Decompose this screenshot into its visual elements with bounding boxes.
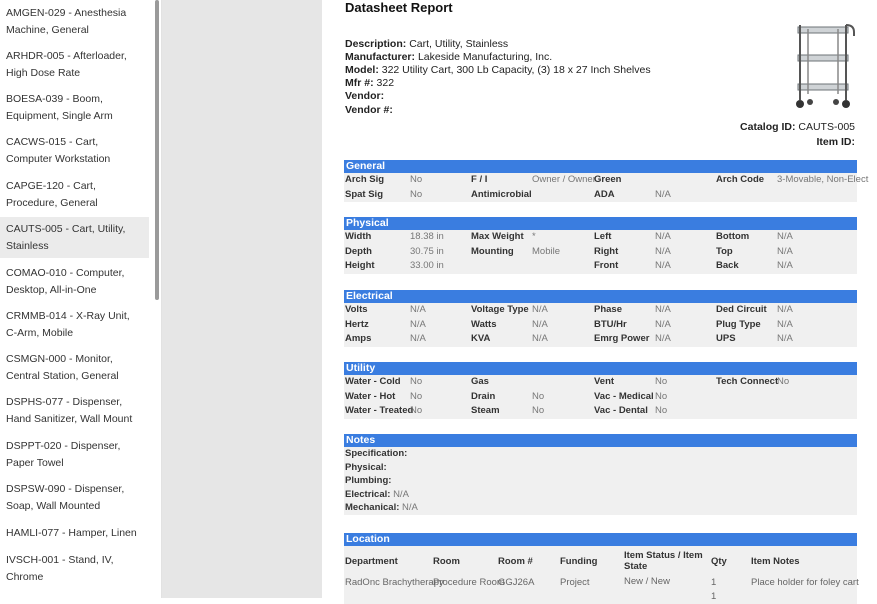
- catalog-id-value: CAUTS-005: [798, 121, 855, 133]
- field-value: No: [410, 405, 423, 416]
- field-value: No: [410, 390, 423, 402]
- sidebar-scrollbar[interactable]: [155, 0, 159, 300]
- field-value: N/A: [655, 318, 671, 330]
- field-value: N/A: [655, 260, 671, 271]
- field-value: [777, 188, 857, 203]
- notes-row: [344, 488, 857, 502]
- field-label: Antimicrobial: [471, 188, 532, 200]
- utility-row: [344, 390, 857, 405]
- section-notes-title: Notes: [344, 434, 857, 447]
- field-value: *: [532, 231, 536, 242]
- field-value: [777, 390, 857, 405]
- field-label: ADA: [594, 188, 615, 200]
- field-label: Volts: [345, 304, 368, 315]
- sidebar-item[interactable]: HAMLI-077 - Hamper, Linen: [6, 527, 137, 539]
- field-value: N/A: [777, 245, 793, 257]
- catalog-id-line: [740, 121, 855, 133]
- field-label: Arch Sig: [345, 174, 385, 185]
- general-row: [344, 173, 869, 188]
- field-label: Spat Sig: [345, 188, 384, 200]
- location-cell: Project: [560, 577, 590, 588]
- section-electrical: [344, 290, 857, 347]
- notes-row: [344, 461, 857, 475]
- field-label: Width: [345, 231, 372, 242]
- field-label: Mounting: [471, 245, 514, 257]
- field-value: [655, 173, 716, 188]
- field-label: Vac - Medical: [594, 390, 654, 402]
- field-label: Tech Connect: [716, 376, 779, 387]
- note-label: Specification:: [345, 448, 408, 459]
- field-label: Bottom: [716, 231, 750, 242]
- location-cell: [560, 590, 624, 604]
- section-general-title: General: [344, 160, 857, 173]
- mfr-value: 322: [376, 77, 395, 89]
- field-value: [532, 375, 594, 390]
- electrical-row: [344, 332, 857, 347]
- manufacturer-value: Lakeside Manufacturing, Inc.: [417, 51, 553, 63]
- field-value: N/A: [532, 304, 548, 315]
- field-label: Phase: [594, 304, 622, 315]
- item-id-line: [816, 136, 855, 148]
- description-line: [345, 38, 508, 50]
- field-value: No: [655, 376, 668, 387]
- vendor-line: [345, 90, 384, 102]
- item-id-label: Item ID:: [816, 136, 855, 148]
- location-column-header: Funding: [560, 555, 598, 567]
- note-label: Mechanical:: [345, 502, 400, 513]
- vendor-number-label: Vendor #:: [345, 104, 393, 116]
- location-column-header: Item Notes: [751, 555, 800, 567]
- field-label: Plug Type: [716, 318, 761, 330]
- field-label: Water - Hot: [345, 390, 396, 402]
- sidebar-list: [0, 0, 162, 598]
- location-cell: Procedure Room: [433, 577, 505, 588]
- field-value: 18.38 in: [410, 231, 444, 242]
- location-cell: [624, 590, 711, 604]
- location-column-header: Room: [433, 555, 460, 567]
- field-label: UPS: [716, 333, 736, 344]
- location-cell: [751, 590, 857, 604]
- field-value: No: [532, 405, 545, 416]
- model-line: [345, 64, 651, 76]
- note-label: Plumbing:: [345, 475, 392, 486]
- field-label: Top: [716, 245, 733, 257]
- physical-row: [344, 259, 857, 274]
- sidebar-item[interactable]: DSPPT-020 - Dispenser, Paper Towel: [6, 440, 121, 469]
- electrical-row: [344, 303, 857, 318]
- field-value: Owner / Owner: [532, 174, 596, 185]
- field-value: N/A: [655, 333, 671, 344]
- field-label: [716, 404, 777, 419]
- location-column-header: Item Status / Item State: [624, 550, 703, 572]
- field-label: [716, 188, 777, 203]
- section-utility-title: Utility: [344, 362, 857, 375]
- description-label: Description:: [345, 38, 407, 50]
- field-value: N/A: [777, 231, 793, 242]
- field-label: BTU/Hr: [594, 318, 627, 330]
- note-label: Physical:: [345, 461, 387, 473]
- field-label: KVA: [471, 333, 491, 344]
- location-cell: [498, 590, 560, 604]
- field-value: N/A: [777, 260, 793, 271]
- field-value: No: [410, 376, 423, 387]
- location-cell: 1: [711, 577, 717, 588]
- section-physical: [344, 217, 857, 274]
- field-value: No: [655, 405, 668, 416]
- sidebar-item[interactable]: ARHDR-005 - Afterloader, High Dose Rate: [6, 50, 127, 79]
- field-label: Gas: [471, 376, 489, 387]
- field-value: N/A: [532, 318, 548, 330]
- section-electrical-title: Electrical: [344, 290, 857, 303]
- field-value: [532, 188, 594, 203]
- report-title: Datasheet Report: [345, 0, 453, 15]
- field-value: No: [532, 390, 545, 402]
- note-label: Electrical:: [345, 488, 391, 500]
- datasheet-report: [322, 0, 877, 602]
- field-label: Hertz: [345, 318, 369, 330]
- field-label: Green: [594, 174, 622, 185]
- field-value: 3-Movable, Non-Elect: [777, 174, 869, 185]
- notes-row: [344, 447, 857, 461]
- sidebar-item[interactable]: CAPGE-120 - Cart, Procedure, General: [6, 180, 98, 209]
- field-label: Drain: [471, 390, 496, 402]
- field-value: N/A: [410, 318, 426, 330]
- general-row: [344, 188, 857, 203]
- sidebar-item[interactable]: CRMMB-014 - X-Ray Unit, C-Arm, Mobile: [6, 310, 130, 339]
- description-value: Cart, Utility, Stainless: [409, 38, 509, 50]
- section-location-title: Location: [344, 533, 857, 546]
- field-value: 30.75 in: [410, 245, 444, 257]
- field-label: Height: [345, 260, 375, 271]
- model-value: 322 Utility Cart, 300 Lb Capacity, (3) 18 x 27 Inch Shelves: [381, 64, 651, 76]
- location-cell: [433, 590, 498, 604]
- field-value: N/A: [410, 333, 426, 344]
- sidebar-item[interactable]: CACWS-015 - Cart, Computer Workstation: [6, 136, 111, 165]
- location-cell: Place holder for foley cart: [751, 577, 859, 588]
- field-value: N/A: [410, 304, 426, 315]
- field-label: [716, 390, 777, 405]
- field-label: Right: [594, 245, 619, 257]
- sidebar-item[interactable]: DSPSW-090 - Dispenser, Soap, Wall Mounted: [6, 483, 125, 512]
- notes-row: [344, 474, 857, 488]
- electrical-row: [344, 318, 857, 333]
- physical-row: [344, 230, 857, 245]
- sidebar-item[interactable]: BOESA-039 - Boom, Equipment, Single Arm: [6, 93, 113, 122]
- location-cell: GGJ26A: [498, 577, 535, 588]
- manufacturer-label: Manufacturer:: [345, 51, 416, 63]
- field-value: N/A: [655, 245, 671, 257]
- model-label: Model:: [345, 64, 379, 76]
- vendor-number-line: [345, 104, 393, 116]
- location-column-header: Room #: [498, 555, 533, 567]
- location-table-header: [344, 546, 857, 576]
- field-label: Depth: [345, 245, 372, 257]
- field-value: N/A: [655, 188, 671, 200]
- field-value: [777, 404, 857, 419]
- field-value: N/A: [655, 304, 671, 315]
- sidebar-item[interactable]: CSMGN-000 - Monitor, Central Station, General: [6, 353, 119, 382]
- sidebar-item[interactable]: CAUTS-005 - Cart, Utility, Stainless: [0, 217, 149, 258]
- section-utility: [344, 362, 857, 419]
- field-label: F / I: [471, 174, 488, 185]
- field-value: 33.00 in: [410, 260, 444, 271]
- field-value: [532, 259, 594, 274]
- field-label: Water - Cold: [345, 376, 401, 387]
- field-value: N/A: [777, 333, 793, 344]
- vendor-label: Vendor:: [345, 90, 385, 102]
- physical-row: [344, 245, 857, 260]
- location-cell: [344, 590, 433, 604]
- field-value: Mobile: [532, 245, 560, 257]
- manufacturer-line: [345, 51, 552, 63]
- sidebar-item[interactable]: DSPHS-077 - Dispenser, Hand Sanitizer, Wall Mount: [6, 396, 133, 425]
- field-label: Arch Code: [716, 174, 765, 185]
- sidebar-item[interactable]: AMGEN-029 - Anesthesia Machine, General: [6, 7, 127, 36]
- note-value: N/A: [402, 502, 418, 513]
- location-column-header: Department: [345, 555, 398, 567]
- catalog-id-label: Catalog ID:: [740, 121, 796, 133]
- field-value: N/A: [777, 318, 793, 330]
- section-notes: [344, 434, 857, 515]
- field-value: N/A: [777, 304, 793, 315]
- location-cell: New / New: [624, 576, 670, 587]
- field-label: Steam: [471, 405, 500, 416]
- location-column-header: Qty: [711, 555, 727, 567]
- field-value: No: [655, 390, 668, 402]
- field-value: No: [410, 188, 423, 200]
- sidebar-item[interactable]: COMAO-010 - Computer, Desktop, All-in-One: [6, 267, 125, 296]
- field-label: Front: [594, 260, 619, 271]
- field-label: Back: [716, 260, 739, 271]
- field-label: Max Weight: [471, 231, 524, 242]
- utility-row: [344, 404, 857, 419]
- utility-row: [344, 375, 857, 390]
- field-label: [471, 259, 532, 274]
- sidebar-item[interactable]: IVSCH-001 - Stand, IV, Chrome: [6, 554, 114, 583]
- field-value: No: [410, 174, 423, 185]
- location-row: [344, 590, 857, 604]
- field-value: No: [777, 376, 790, 387]
- product-image-cart: [790, 22, 856, 112]
- field-label: Watts: [471, 318, 497, 330]
- section-general: [344, 160, 869, 202]
- field-label: Voltage Type: [471, 304, 529, 315]
- field-value: N/A: [532, 333, 548, 344]
- mfr-label: Mfr #:: [345, 77, 374, 89]
- field-label: Ded Circuit: [716, 304, 767, 315]
- location-cell: RadOnc Brachytherapy: [345, 577, 444, 588]
- section-physical-title: Physical: [344, 217, 857, 230]
- location-cell: 1: [711, 591, 717, 602]
- field-label: Amps: [345, 333, 372, 344]
- notes-row: [344, 501, 857, 515]
- section-location: [344, 533, 857, 604]
- field-label: Emrg Power: [594, 333, 650, 344]
- mfr-line: [345, 77, 394, 89]
- field-label: Left: [594, 231, 612, 242]
- page-gutter: [162, 0, 322, 598]
- field-label: Water - Treated: [345, 405, 414, 416]
- field-value: N/A: [655, 231, 671, 242]
- location-row: [344, 576, 857, 590]
- field-label: Vac - Dental: [594, 405, 648, 416]
- note-value: N/A: [393, 488, 409, 500]
- field-label: Vent: [594, 376, 615, 387]
